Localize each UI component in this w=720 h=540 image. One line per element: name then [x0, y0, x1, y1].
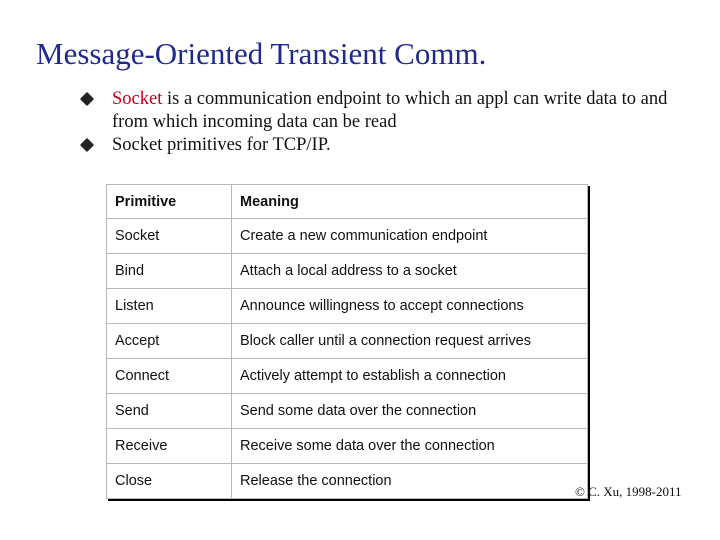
- primitive-cell: Send: [107, 394, 232, 429]
- bullet-text: Socket primitives for TCP/IP.: [112, 135, 331, 155]
- table-row: [107, 464, 588, 499]
- primitive-cell: Receive: [107, 429, 232, 464]
- primitive-cell: Bind: [107, 254, 232, 289]
- header-meaning: Meaning: [232, 185, 588, 219]
- primitive-cell: Close: [107, 464, 232, 499]
- meaning-cell: Release the connection: [232, 464, 588, 499]
- table-row: [107, 289, 588, 324]
- meaning-cell: Attach a local address to a socket: [232, 254, 588, 289]
- bullet-text: is a communication endpoint to which an appl can write data to and from which incoming data can be read: [112, 89, 668, 132]
- primitive-cell: Socket: [107, 219, 232, 254]
- primitive-cell: Accept: [107, 324, 232, 359]
- meaning-cell: Actively attempt to establish a connection: [232, 359, 588, 394]
- meaning-cell: Create a new communication endpoint: [232, 219, 588, 254]
- bullet-item: [80, 134, 700, 157]
- table-row: [107, 254, 588, 289]
- table-row: [107, 429, 588, 464]
- bullet-item: [80, 88, 700, 134]
- primitive-cell: Listen: [107, 289, 232, 324]
- socket-highlight: Socket: [112, 89, 163, 109]
- primitive-cell: Connect: [107, 359, 232, 394]
- table-header-row: [107, 185, 588, 219]
- meaning-cell: Receive some data over the connection: [232, 429, 588, 464]
- bullet-list: [80, 88, 700, 157]
- header-primitive: Primitive: [107, 185, 232, 219]
- socket-primitives-table: [106, 184, 588, 499]
- slide-title: Message-Oriented Transient Comm.: [36, 36, 487, 71]
- copyright-notice: © C. Xu, 1998-2011: [575, 484, 682, 499]
- table-row: [107, 219, 588, 254]
- table-row: [107, 359, 588, 394]
- meaning-cell: Send some data over the connection: [232, 394, 588, 429]
- diamond-bullet-icon: [80, 138, 94, 152]
- diamond-bullet-icon: [80, 92, 94, 106]
- table-row: [107, 324, 588, 359]
- meaning-cell: Block caller until a connection request arrives: [232, 324, 588, 359]
- meaning-cell: Announce willingness to accept connections: [232, 289, 588, 324]
- table-row: [107, 394, 588, 429]
